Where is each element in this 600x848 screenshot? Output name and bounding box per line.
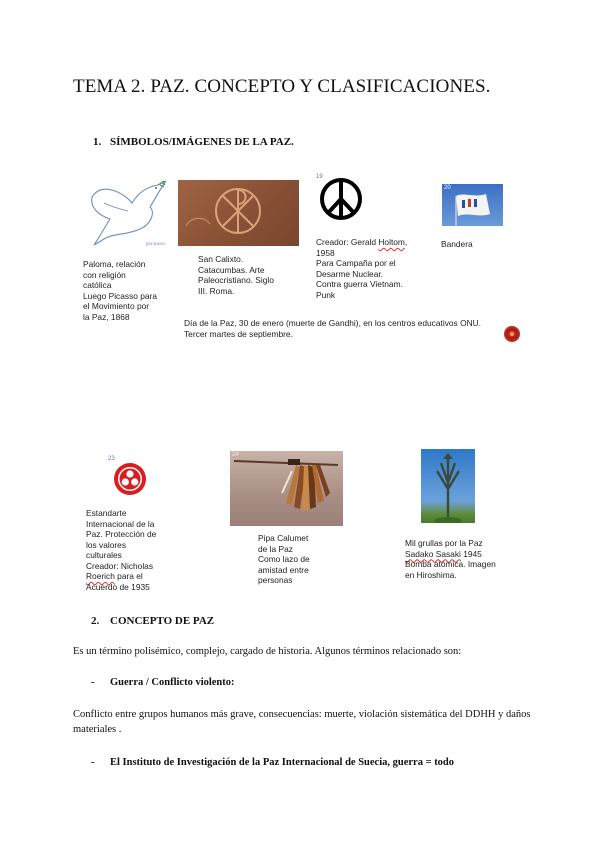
peace-day-text: Día de la Paz, 30 de enero (muerte de Gandhi), en los centros educativos ONU. Tercer martes de septiembre. <box>184 318 482 339</box>
peace-sign-caption: Creador: Gerald Holtom, 1958 Para Campaña por el Desarme Nuclear. Contra guerra Vietnam. Punk <box>316 237 408 300</box>
chi-rho-image <box>178 180 299 246</box>
bullet-sweden-institute: El Instituto de Investigación de la Paz Internacional de Suecia, guerra = todo <box>110 757 455 768</box>
image-number: 20 <box>444 185 451 191</box>
dove-image <box>84 173 174 251</box>
cranes-caption: Mil grullas por la Paz Sadako Sasaki 1945 Bomba atómica. Imagen en Hiroshima. <box>405 538 496 580</box>
bullet-war-conflict: Guerra / Conflicto violento: <box>110 677 235 688</box>
bullet-dash: - <box>91 757 95 768</box>
flag-caption: Bandera <box>441 239 473 249</box>
image-number: 19 <box>316 174 323 180</box>
section-2-number: 2. <box>91 615 100 627</box>
paragraph-polysemic: Es un término polisémico, complejo, cargado de historia. Algunos términos relacionado son: <box>73 646 462 657</box>
image-number: 23 <box>108 456 115 462</box>
chi-rho-caption: San Calixto. Catacumbas. Arte Paleocristiano. Siglo III. Roma. <box>198 254 274 296</box>
bullet-dash: - <box>91 677 95 688</box>
section-1-heading: SÍMBOLOS/IMÁGENES DE LA PAZ. <box>110 136 294 148</box>
dove-caption: Paloma, relación con religión católica Luego Picasso para el Movimiento por la Paz, 1868 <box>83 259 158 322</box>
peace-sign-image <box>314 173 366 223</box>
banner-of-peace-image <box>106 455 153 501</box>
section-1-number: 1. <box>93 136 102 148</box>
cranes-statue-image <box>421 449 475 523</box>
section-2-heading: CONCEPTO DE PAZ <box>110 615 215 627</box>
paragraph-conflict-definition: Conflicto entre grupos humanos más grave, consecuencias: muerte, violación sistemática del DDHH y daños materiales . <box>73 709 531 735</box>
calumet-pipe-image <box>230 451 343 526</box>
svg-text:picasso: picasso <box>146 241 165 247</box>
medallion-icon <box>503 325 521 343</box>
image-number: 24 <box>232 452 239 458</box>
calumet-caption: Pipa Calumet de la Paz Como lazo de amistad entre personas <box>258 533 310 585</box>
flag-image <box>442 184 503 226</box>
peace-symbol-icon <box>314 173 366 223</box>
banner-caption: Estandarte Internacional de la Paz. Protección de los valores culturales Creador: Nicholas Roerich para el Acuerdo de 1935 <box>86 508 157 592</box>
page-title: TEMA 2. PAZ. CONCEPTO Y CLASIFICACIONES. <box>73 76 491 97</box>
